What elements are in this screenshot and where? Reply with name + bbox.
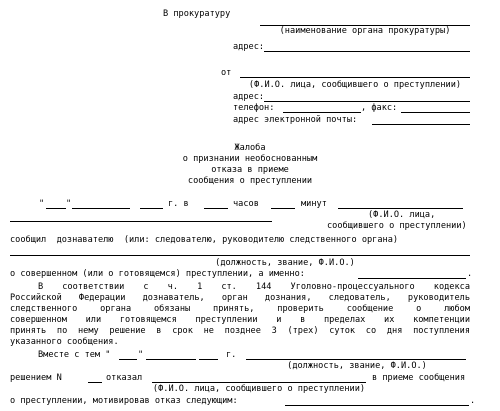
document-title: Жалоба (234, 143, 266, 153)
title-line-4: сообщения о преступлении (187, 176, 313, 186)
para1-line6: указанного сообщения. (10, 337, 119, 347)
crime-end: . (467, 269, 473, 279)
para2-year-line (199, 359, 218, 360)
decision-number-line (88, 382, 102, 383)
position-caption: (должность, звание, Ф.И.О.) (215, 258, 355, 268)
para1-line5: принять по нему решение в срок не позднее 3 (трех) суток со дня поступления (10, 326, 470, 336)
reporter-name-line (240, 77, 470, 78)
prosecutor-name-caption: (наименование органа прокуратуры) (279, 26, 451, 36)
para2-official-line (246, 359, 466, 360)
para2-day-line (119, 359, 137, 360)
phone-label: телефон: (233, 103, 275, 113)
official-line (10, 255, 470, 256)
title-line-2: о признании необоснованным (182, 154, 318, 164)
motivation-end: . (470, 396, 476, 406)
decision-end: в приеме сообщения (372, 373, 466, 383)
decision-refused: отказал (106, 373, 143, 383)
address-label: адрес: (233, 42, 265, 52)
para2-start: Вместе с тем " (38, 350, 111, 360)
hours-line (204, 208, 228, 209)
from-label: от (221, 68, 232, 78)
minutes-line (271, 208, 295, 209)
address-line (264, 51, 470, 52)
email-line (372, 124, 470, 125)
name-caption-2: сообщившего о преступлении) (327, 221, 467, 231)
para2-quote: " (138, 350, 144, 360)
title-line-3: отказа в приеме (211, 165, 289, 175)
decision-start: решением N (10, 373, 62, 383)
name-caption-1: (Ф.И.О. лица, (368, 210, 436, 220)
date-open-quote: " (39, 199, 45, 209)
para1-line3: следственного органа обязаны принять, проверить сообщение о любом (10, 304, 470, 314)
year-suffix: г. в (168, 199, 189, 209)
fax-line (401, 112, 470, 113)
to-prosecutor-label: В прокуратуру (163, 9, 231, 19)
para2-month-line (146, 359, 196, 360)
year-line (140, 208, 163, 209)
reporter-name-caption: (Ф.И.О. лица, сообщившего о преступлении) (248, 80, 462, 90)
para1-line1: В соответствии с ч. 1 ст. 144 Уголовно-процессуального кодекса (38, 282, 470, 292)
motivation-line (285, 405, 469, 406)
para2-year: г. (226, 350, 237, 360)
reporter-caption-2: (Ф.И.О. лица, сообщившего о преступлении) (152, 384, 366, 394)
position-caption-2: (должность, звание, Ф.И.О.) (287, 361, 427, 371)
decision-reporter-line (152, 382, 366, 383)
address-label-2: адрес: (233, 92, 265, 102)
fax-label: , факс: (361, 103, 398, 113)
email-label: адрес электронной почты: (233, 115, 358, 125)
minutes-label: минут (301, 199, 327, 209)
reported-to-text: сообщил дознавателю (или: следователю, руководителю следственного органа) (10, 235, 399, 245)
day-line (46, 208, 66, 209)
phone-line (283, 112, 361, 113)
para1-line4: совершенном или готовящемся преступлении и в пределах их компетенции (10, 315, 470, 325)
crime-text: о совершенном (или о готовящемся) преступлении, а именно: (10, 269, 305, 279)
date-close-quote: " (66, 199, 72, 209)
reporter-line (338, 208, 463, 209)
address-line-2 (264, 101, 470, 102)
motivation-start: о преступлении, мотивировав отказ следующим: (10, 396, 238, 406)
month-line (72, 208, 130, 209)
para1-line2: Российской Федерации дознаватель, орган дознания, следователь, руководитель (10, 293, 470, 303)
hours-label: часов (233, 199, 259, 209)
reporter-line-2 (10, 221, 272, 222)
crime-line (358, 278, 466, 279)
